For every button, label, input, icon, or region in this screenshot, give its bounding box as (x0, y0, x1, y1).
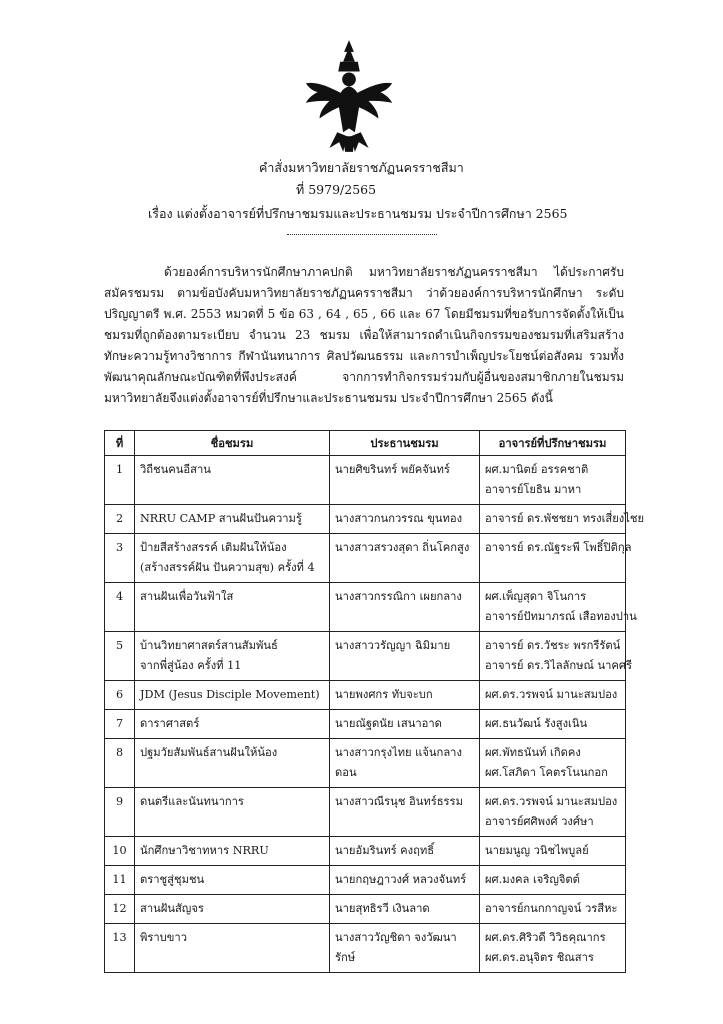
table-row (105, 866, 626, 895)
advisor-line: ผศ.ดร.วรพจน์ มานะสมปอง (485, 688, 618, 701)
club-name-line: ปฐมวัยสัมพันธ์สานฝันให้น้อง (140, 746, 278, 759)
club-name-line: ตราชูสู่ชุมชน (140, 873, 205, 886)
club-advisors (480, 866, 626, 895)
club-president: นางสาวกรุงไทย แจ้นกลางดอน (330, 739, 480, 788)
advisor-line: อาจารย์กนกกาญจน์ วรสีหะ (485, 902, 618, 915)
body-paragraph: ด้วยองค์การบริหารนักศึกษาภาคปกติ มหาวิทยาลัยราชภัฏนครราชสีมา ได้ประกาศรับสมัครชมรม ตามข้อบังคับมหาวิทยาลัยราชภัฏนครราชสีมา ว่าด้วยองค์การบริหารนักศึกษา ระดับปริญญาตรี พ.ศ. 2553 หมวดที่ 5 ข้อ 63 , 64 , 65 , 66 และ 67 โดยมีชมรมที่ขอรับการจัดตั้งให้เป็นชมรมที่ถูกต้องตามระเบียบ จำนวน 23 ชมรม เพื่อให้สามารถดำเนินกิจกรรมของชมรมที่เสริมสร้างทักษะความรู้ทางวิชาการ กีฬานันทนาการ ศิลปวัฒนธรรม และการบำเพ็ญประโยชน์ต่อสังคม รวมทั้งพัฒนาคุณลักษณะบัณฑิตที่พึงประสงค์ จากการทำกิจกรรมร่วมกับผู้อื่นของสมาชิกภายในชมรม มหาวิทยาลัยจึงแต่งตั้งอาจารย์ที่ปรึกษาและประธานชมรม ประจำปีการศึกษา 2565 ดังนี้ (104, 265, 624, 405)
advisor-line: ผศ.เพ็ญสุดา จิโนการ (485, 590, 587, 603)
row-no: 7 (105, 710, 135, 739)
club-advisors (480, 924, 626, 973)
row-no: 8 (105, 739, 135, 788)
advisor-line: อาจารย์ ดร.พัชชยา ทรงเสี่ยงไชย (485, 512, 645, 525)
advisor-line: อาจารย์โยธิน มาหา (485, 483, 582, 496)
club-name (135, 837, 330, 866)
advisor-line: นายมนูญ วนิชไพบูลย์ (485, 844, 589, 857)
club-name (135, 505, 330, 534)
advisor-line: ผศ.โสภิดา โคตรโนนกอก (485, 766, 608, 779)
club-advisors (480, 632, 633, 681)
header-club-name: ชื่อชมรม (135, 431, 330, 456)
club-name (135, 866, 330, 895)
club-president: นางสาวสรวงสุดา ถิ่นโคกสูง (330, 534, 480, 583)
advisor-line: ผศ.ธนวัฒน์ รังสูงเนิน (485, 717, 588, 730)
order-number: ที่ 5979/2565 (296, 182, 377, 197)
club-name (135, 924, 330, 973)
club-name (135, 710, 330, 739)
club-advisors (480, 837, 626, 866)
club-president: นายณัฐดนัย เสนาอาด (330, 710, 480, 739)
club-name-line: (สร้างสรรค์ฝัน ปันความสุข) ครั้งที่ 4 (140, 561, 315, 574)
row-no: 1 (105, 456, 135, 505)
club-president: นายพงศกร ทับจะบก (330, 681, 480, 710)
club-name-line: ดนตรีและนันทนาการ (140, 795, 244, 808)
header-advisor: อาจารย์ที่ปรึกษาชมรม (480, 431, 626, 456)
club-name (135, 583, 330, 632)
row-no: 3 (105, 534, 135, 583)
row-no: 11 (105, 866, 135, 895)
advisor-line: ผศ.ดร.ศิริวดี วิวิธคุณากร (485, 931, 606, 944)
club-president: นางสาวกรรณิกา เผยกลาง (330, 583, 480, 632)
club-name-line: พิราบขาว (140, 931, 187, 944)
table-header-row (105, 431, 626, 456)
row-no: 10 (105, 837, 135, 866)
table-row (105, 710, 626, 739)
row-no: 2 (105, 505, 135, 534)
table-row (105, 924, 626, 973)
club-president: นายอัมรินทร์ คงฤทธิ์ (330, 837, 480, 866)
club-president: นายกฤษฎาวงศ์ หลวงจันทร์ (330, 866, 480, 895)
club-name-line: สานฝันเพื่อวันฟ้าใส (140, 590, 234, 603)
advisor-line: อาจารย์ ดร.วิไลลักษณ์ นาคศรี (485, 659, 633, 672)
club-president: นางสาววรัญญา ฉิมิมาย (330, 632, 480, 681)
club-name (135, 456, 330, 505)
club-name-line: NRRU CAMP สานฝันปันความรู้ (140, 512, 302, 525)
club-advisors (480, 534, 632, 583)
header-president: ประธานชมรม (330, 431, 480, 456)
club-name (135, 788, 330, 837)
table-row (105, 788, 626, 837)
club-name-line: JDM (Jesus Disciple Movement) (140, 688, 320, 701)
club-name (135, 739, 330, 788)
club-name (135, 534, 330, 583)
table-row (105, 895, 626, 924)
club-advisors (480, 739, 626, 788)
table-row (105, 456, 626, 505)
club-president: นางสาวณีรนุช อินทร์ธรรม (330, 788, 480, 837)
dotted-divider (287, 234, 437, 235)
row-no: 4 (105, 583, 135, 632)
club-name (135, 681, 330, 710)
club-president: นายสุทธิรวี เงินลาด (330, 895, 480, 924)
row-no: 12 (105, 895, 135, 924)
club-advisors (480, 788, 626, 837)
advisor-line: ผศ.มงคล เจริญจิตต์ (485, 873, 580, 886)
club-name-line: สานฝันสัญจร (140, 902, 204, 915)
club-name-line: บ้านวิทยาศาสตร์สานสัมพันธ์ (140, 639, 278, 652)
club-name-line: วิถีชนคนอีสาน (140, 463, 211, 476)
advisor-line: อาจารย์ ดร.วัชระ พรกรีรัตน์ (485, 639, 621, 652)
order-subject: เรื่อง แต่งตั้งอาจารย์ที่ปรึกษาชมรมและประธานชมรม ประจำปีการศึกษา 2565 (148, 206, 568, 221)
row-no: 9 (105, 788, 135, 837)
club-name-line: ป้ายสีสร้างสรรค์ เติมฝันให้น้อง (140, 541, 287, 554)
club-advisors (480, 583, 637, 632)
table-row (105, 681, 626, 710)
row-no: 13 (105, 924, 135, 973)
table-row (105, 837, 626, 866)
garuda-emblem-icon (300, 38, 398, 156)
advisor-line: อาจารย์ศศิพงศ์ วงศ์ษา (485, 815, 594, 828)
club-name-line: นักศึกษาวิชาทหาร NRRU (140, 844, 269, 857)
table-body (105, 456, 645, 973)
row-no: 6 (105, 681, 135, 710)
club-president: นางสาวกนกวรรณ ขุนทอง (330, 505, 480, 534)
table-row (105, 739, 626, 788)
club-advisors (480, 681, 626, 710)
club-advisors (480, 456, 626, 505)
club-president: นายศิขรินทร์ พยัคจันทร์ (330, 456, 480, 505)
advisor-line: อาจารย์ปัทมาภรณ์ เสือทองปาน (485, 610, 637, 623)
club-name (135, 895, 330, 924)
order-title: คำสั่งมหาวิทยาลัยราชภัฏนครราชสีมา (259, 160, 464, 175)
club-advisors (480, 505, 645, 534)
table-row (105, 583, 626, 632)
table-row (105, 505, 626, 534)
club-name (135, 632, 330, 681)
club-name-line: ดาราศาสตร์ (140, 717, 200, 730)
header-no: ที่ (105, 431, 135, 456)
table-row (105, 534, 626, 583)
club-advisors (480, 895, 626, 924)
club-name-line: จากพี่สู่น้อง ครั้งที่ 11 (140, 659, 242, 672)
club-advisors (480, 710, 626, 739)
advisor-line: ผศ.มานิตย์ อรรคชาติ (485, 463, 589, 476)
advisor-line: อาจารย์ ดร.ณัฐระพี โพธิ์ปิติกุล (485, 541, 632, 554)
table-row (105, 632, 626, 681)
club-president: นางสาววัญชิดา จงวัฒนารักษ์ (330, 924, 480, 973)
advisor-line: ผศ.ดร.อนุจิตร ชิณสาร (485, 951, 594, 964)
advisor-line: ผศ.ดร.วรพจน์ มานะสมปอง (485, 795, 618, 808)
advisor-line: ผศ.พัทธนันท์ เกิดคง (485, 746, 581, 759)
row-no: 5 (105, 632, 135, 681)
clubs-table (104, 430, 645, 973)
